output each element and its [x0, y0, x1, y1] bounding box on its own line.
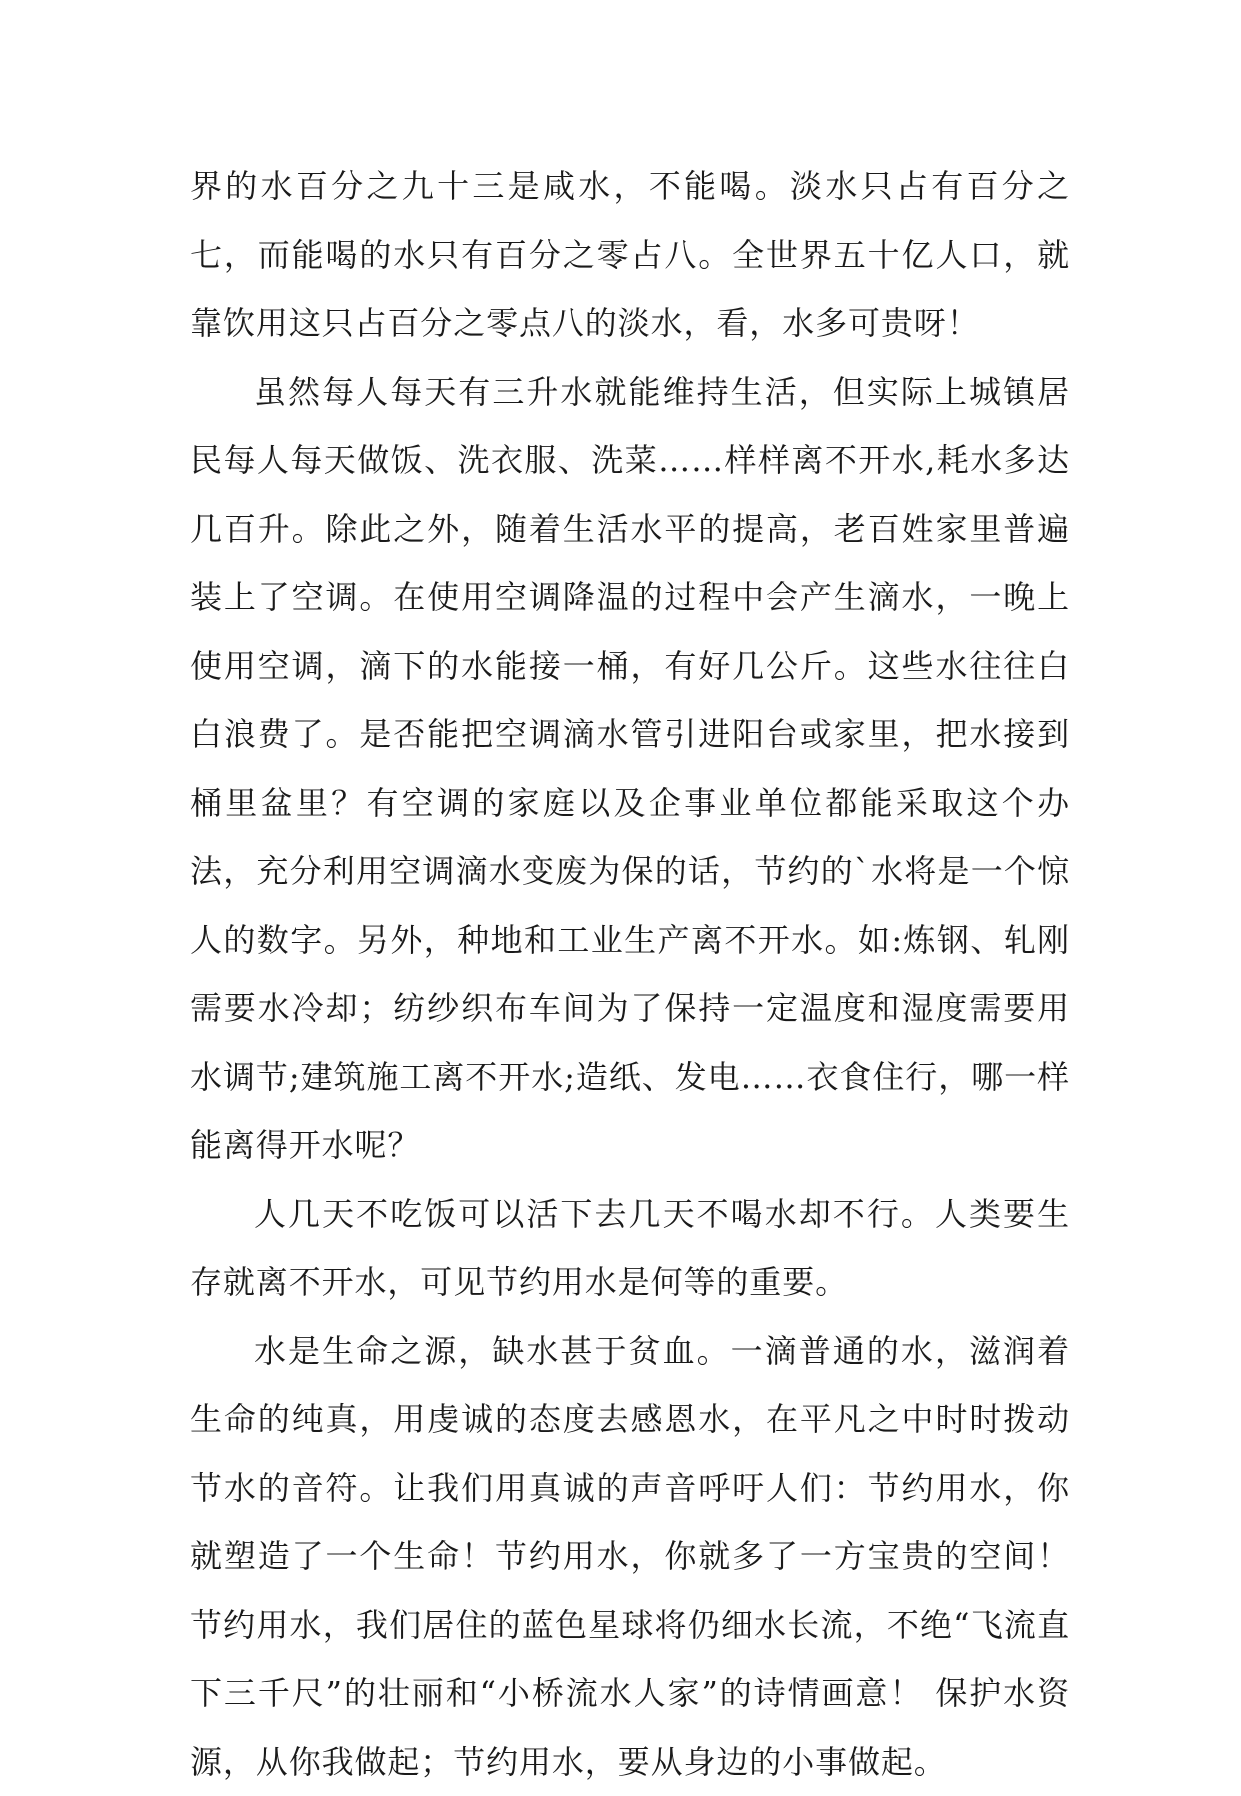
paragraph-3: 人几天不吃饭可以活下去几天不喝水却不行。人类要生存就离不开水，可见节约用水是何等的重要。 [190, 1180, 1070, 1317]
paragraph-4: 水是生命之源，缺水甚于贫血。一滴普通的水，滋润着生命的纯真，用虔诚的态度去感恩水，在平凡之中时时拨动节水的音符。让我们用真诚的声音呼吁人们：节约用水，你就塑造了一个生命！节约用水，你就多了一方宝贵的空间！节约用水，我们居住的蓝色星球将仍细水长流，不绝“飞流直下三千尺”的壮丽和“小桥流水人家”的诗情画意！ 保护水资源，从你我做起；节约用水，要从身边的小事做起。 [190, 1317, 1070, 1796]
document-page [190, 152, 1070, 1796]
paragraph-1: 界的水百分之九十三是咸水，不能喝。淡水只占有百分之七，而能喝的水只有百分之零占八。全世界五十亿人口，就靠饮用这只占百分之零点八的淡水，看，水多可贵呀！ [190, 152, 1070, 358]
paragraph-2: 虽然每人每天有三升水就能维持生活，但实际上城镇居民每人每天做饭、洗衣服、洗菜……样样离不开水,耗水多达几百升。除此之外，随着生活水平的提高，老百姓家里普遍装上了空调。在使用空调降温的过程中会产生滴水，一晚上使用空调，滴下的水能接一桶，有好几公斤。这些水往往白白浪费了。是否能把空调滴水管引进阳台或家里，把水接到桶里盆里？有空调的家庭以及企事业单位都能采取这个办法，充分利用空调滴水变废为保的话，节约的`水将是一个惊人的数字。另外，种地和工业生产离不开水。如:炼钢、轧刚需要水冷却；纺纱织布车间为了保持一定温度和湿度需要用水调节;建筑施工离不开水;造纸、发电……衣食住行，哪一样能离得开水呢？ [190, 358, 1070, 1180]
